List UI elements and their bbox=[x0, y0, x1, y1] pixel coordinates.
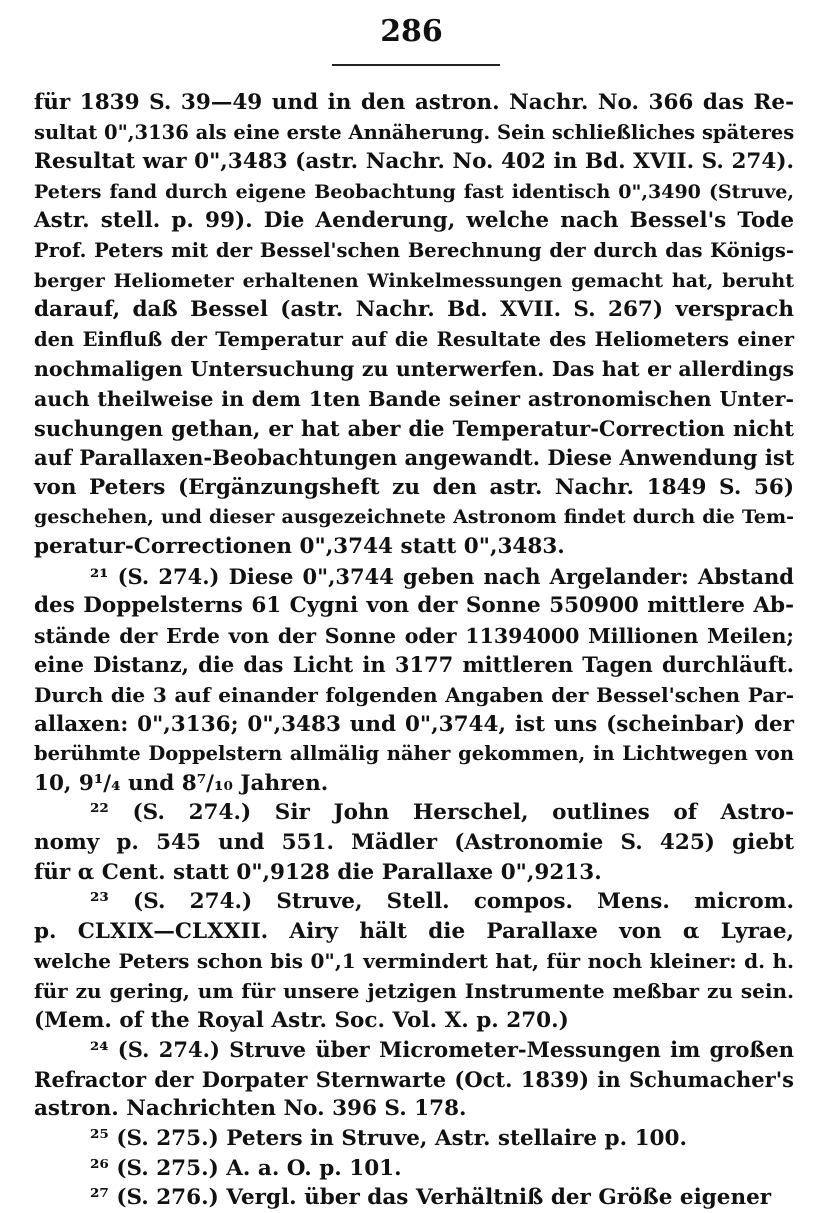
text-line: p. CLXIX—CLXXII. Airy hält die Parallaxe von α Lyrae, bbox=[34, 918, 794, 944]
text-line: (Mem. of the Royal Astr. Soc. Vol. X. p. 270.) bbox=[34, 1007, 569, 1033]
text-line: Prof. Peters mit der Bessel'schen Berechnung der durch das Königs- bbox=[34, 239, 794, 262]
text-line: den Einfluß der Temperatur auf die Resultate des Heliometers einer bbox=[34, 327, 794, 351]
footnote-22: ²² (S. 274.) Sir John Herschel, outlines of Astro- bbox=[90, 800, 794, 826]
text-line: allaxen: 0",3136; 0",3483 und 0",3744, ist uns (scheinbar) der bbox=[34, 711, 794, 737]
text-line: eine Distanz, die das Licht in 3177 mittleren Tagen durchläuft. bbox=[34, 652, 794, 678]
footnote-25: ²⁵ (S. 275.) Peters in Struve, Astr. stellaire p. 100. bbox=[90, 1126, 687, 1151]
text-line: auf Parallaxen-Beobachtungen angewandt. Diese Anwendung ist bbox=[34, 445, 795, 471]
text-line: berger Heliometer erhaltenen Winkelmessungen gemacht hat, beruht bbox=[34, 269, 794, 292]
text-line: peratur-Correctionen 0",3744 statt 0",3483. bbox=[34, 534, 565, 559]
text-line: auch theilweise in dem 1ten Bande seiner astronomischen Unter- bbox=[34, 387, 794, 411]
text-line: 10, 9¹/₄ und 8⁷/₁₀ Jahren. bbox=[34, 770, 329, 796]
text-line: darauf, daß Bessel (astr. Nachr. Bd. XVII. S. 267) versprach bbox=[34, 297, 794, 323]
text-line: geschehen, und dieser ausgezeichnete Astronom findet durch die Tem- bbox=[34, 506, 794, 529]
text-line: suchungen gethan, er hat aber die Temperatur-Correction nicht bbox=[34, 415, 794, 441]
footnote-27: ²⁷ (S. 276.) Vergl. über das Verhältniß der Größe eigener bbox=[90, 1185, 772, 1211]
text-line: Astr. stell. p. 99). Die Aenderung, welche nach Bessel's Tode bbox=[34, 208, 794, 234]
text-line: welche Peters schon bis 0",1 vermindert hat, für noch kleiner: d. h. bbox=[34, 949, 794, 974]
text-line: sultat 0",3136 als eine erste Annäherung. Sein schließliches späteres bbox=[34, 120, 795, 144]
text-line: berühmte Doppelstern allmälig näher gekommen, in Lichtwegen von bbox=[34, 742, 794, 766]
footnote-23: ²³ (S. 274.) Struve, Stell. compos. Mens. microm. bbox=[90, 889, 794, 915]
text-line: für zu gering, um für unsere jetzigen Instrumente meßbar zu sein. bbox=[34, 979, 794, 1003]
text-line: nochmaligen Untersuchung zu unterwerfen. Das hat er allerdings bbox=[34, 357, 794, 382]
text-line: Resultat war 0",3483 (astr. Nachr. No. 402 in Bd. XVII. S. 274). bbox=[34, 149, 794, 175]
text-line: von Peters (Ergänzungsheft zu den astr. Nachr. 1849 S. 56) bbox=[34, 474, 794, 500]
page-number: 286 bbox=[380, 14, 443, 49]
text-line: Refractor der Dorpater Sternwarte (Oct. 1839) in Schumacher's bbox=[34, 1066, 794, 1092]
text-line: für 1839 S. 39—49 und in den astron. Nachr. No. 366 das Re- bbox=[34, 90, 794, 115]
text-line: Peters fand durch eigene Beobachtung fast identisch 0",3490 (Struve, bbox=[34, 180, 794, 203]
footnote-26: ²⁶ (S. 275.) A. a. O. p. 101. bbox=[90, 1155, 402, 1181]
text-line: astron. Nachrichten No. 396 S. 178. bbox=[34, 1096, 467, 1122]
text-line: des Doppelsterns 61 Cygni von der Sonne 550900 mittlere Ab- bbox=[34, 593, 794, 619]
text-line: Durch die 3 auf einander folgenden Angaben der Bessel'schen Par- bbox=[34, 683, 794, 707]
text-line: stände der Erde von der Sonne oder 11394000 Millionen Meilen; bbox=[34, 623, 794, 648]
footnote-21: ²¹ (S. 274.) Diese 0",3744 geben nach Argelander: Abstand bbox=[90, 563, 794, 589]
text-line: für α Cent. statt 0",9128 die Parallaxe 0",9213. bbox=[34, 859, 602, 885]
text-line: nomy p. 545 und 551. Mädler (Astronomie S. 425) giebt bbox=[34, 830, 794, 855]
footnote-24: ²⁴ (S. 274.) Struve über Micrometer-Messungen im großen bbox=[90, 1037, 794, 1063]
header-rule bbox=[332, 64, 500, 66]
